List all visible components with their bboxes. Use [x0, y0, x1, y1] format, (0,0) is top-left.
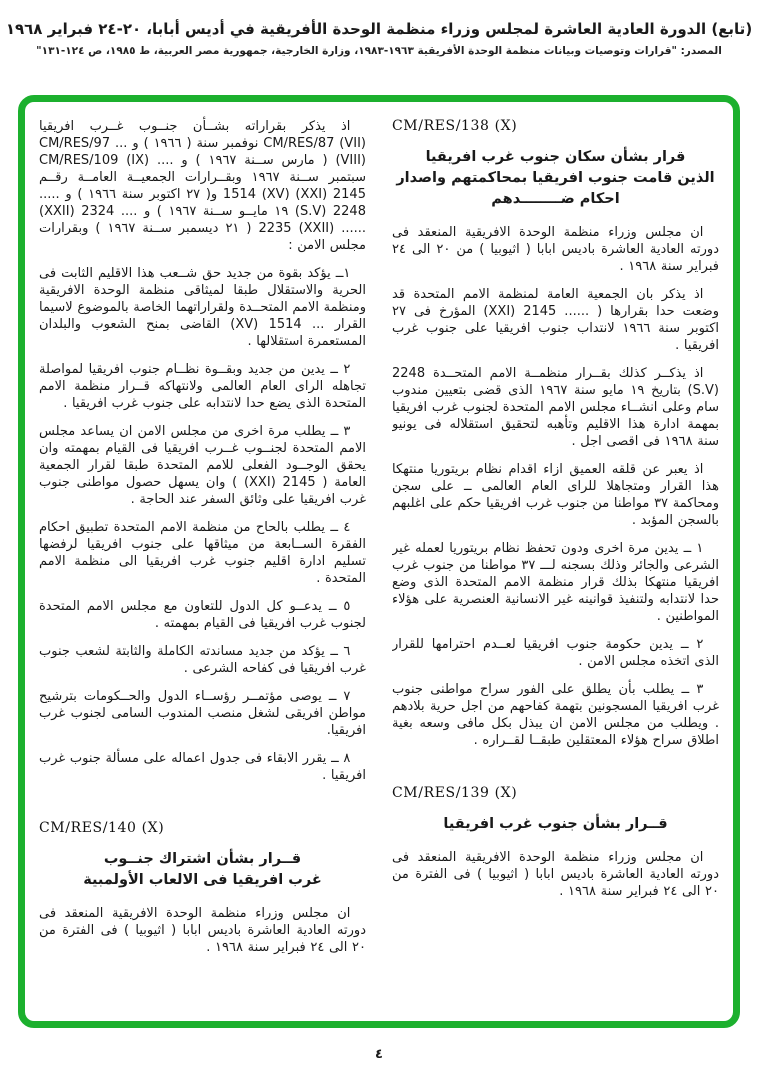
resolution-140-paragraph-1: ان مجلس وزراء منظمة الوحدة الافريقية المنعقد فى دورته العادية العاشرة باديس ابابا ( اثيوبيا ) فى الفترة من ٢٠ الى ٢٤ فبراير سنة ١٩٦٨ . — [39, 906, 366, 955]
resolution-138-title-line-2: الذين قامت جنوب افريقيا بمحاكمتهم واصدار — [396, 170, 715, 186]
resolution-139-item-8: ٨ ــ يقرر الابقاء فى جدول اعماله على مسألة جنوب غرب افريقيا . — [39, 751, 366, 783]
resolution-138-paragraph-4: اذ يعبر عن قلقه العميق ازاء اقدام نظام بريتوريا منتهكا هذا القرار ومتجاهلا للراى العام العالمى ــ على سجن ومحاكمة ٣٧ مواطنا من جنوب غرب افريقيا حكم على اغلبهم بالسجن المؤبد . — [392, 462, 719, 528]
resolution-139-item-5: ٥ ــ يدعــو كل الدول للتعاون مع مجلس الامم المتحدة لجنوب غرب افريقيا فى القيام بمهمته . — [39, 599, 366, 631]
column-right — [392, 110, 719, 1011]
resolution-138-title-line-3: احكام ضــــــــدهم — [491, 191, 620, 207]
resolution-138-paragraph-2: اذ يذكر بان الجمعية العامة لمنظمة الامم المتحدة قد وضعت حدا بقرارها ( ...... 2145 (XXI) المؤرخ فى ٢٧ اكتوبر سنة ١٩٦٦ لانتداب جنوب افريقيا على جنوب غرب افريقيا . — [392, 287, 719, 353]
resolution-138-item-2: ٢ ــ يدين حكومة جنوب افريقيا لعــدم احترامها للقرار الذى اتخذه مجلس الامن . — [392, 637, 719, 669]
resolution-140-code: CM/RES/140 (X) — [39, 820, 165, 836]
document-frame — [18, 95, 740, 1028]
resolution-139-item-6: ٦ ــ يؤكد من جديد مساندته الكاملة والثابتة لشعب جنوب غرب افريقيا فى كفاحه الشرعى . — [39, 644, 366, 676]
resolution-139-item-2: ٢ ــ يدين من جديد وبقــوة نظــام جنوب افريقيا لمواصلة تجاهله الراى العام العالمى ولانتهاكه قــرار منظمة الامم المتحدة الذى يضع حدا لانتدابه على جنوب غرب افريقيا . — [39, 362, 366, 411]
resolution-139-title — [392, 814, 719, 835]
resolution-139-item-3: ٣ ــ يطلب مرة اخرى من مجلس الامن ان يساعد مجلس الامم المتحدة لجنــوب غــرب افريقيا فى القيام بمهمته وان يحقق الوجــود الفعلى للامم المتحدة طبقا لقرار الجمعية العامة ( 2145 (XXI) ) وان يسهل حصول مواطنى جنوب غرب افريقيا على وثائق السفر عند الحاجة . — [39, 424, 366, 507]
source-citation: المصدر: "قرارات وتوصيات وبيانات منظمة الوحدة الأفريقية ١٩٦٣-١٩٨٣، وزارة الخارجية، جمهورية مصر العربية، ط ١٩٨٥، ص ١٢٤-١٣١" — [36, 45, 722, 57]
session-title: (تابع) الدورة العادية العاشرة لمجلس وزراء منظمة الوحدة الأفريقية في أديس أبابا، ٢٠-٢٤ فبراير ١٩٦٨ — [5, 20, 753, 38]
resolution-140-title — [39, 849, 366, 891]
column-left — [39, 110, 366, 1011]
resolution-140-title-line-1: قــرار بشأن اشتراك جنــوب — [103, 851, 302, 867]
resolution-138-title — [392, 147, 719, 210]
two-column-layout — [39, 110, 719, 1011]
page-header — [0, 20, 758, 57]
resolution-138-item-1: ١ ــ يدين مرة اخرى ودون تحفظ نظام بريتوريا لعمله غير الشرعى والجائر وذلك بسجنه لـــ ٣٧ مواطنا من جنوب غرب افريقيا منتهكا بذلك قرار منظمة الامم المتحدة الذى وضع حدا لانتدابه ولتنفيذ قوانينه غير الانسانية العنصرية على هؤلاء المواطنين . — [392, 541, 719, 624]
page-number: ٤ — [375, 1047, 383, 1062]
resolution-139-title-line-1: قــرار بشأن جنوب غرب افريقيا — [443, 816, 668, 832]
resolution-139-paragraph-1: ان مجلس وزراء منظمة الوحدة الافريقية المنعقد فى دورته العادية العاشرة باديس ابابا ( اثيوبيا ) فى الفترة من ٢٠ الى ٢٤ فبراير سنة ١٩٦٨ . — [392, 850, 719, 899]
resolution-139-code: CM/RES/139 (X) — [392, 785, 518, 801]
resolution-140-title-line-2: غرب افريقيا فى الالعاب الأولمبية — [83, 872, 322, 888]
resolution-138-paragraph-3: اذ يذكــر كذلك بقــرار منظمــة الامم المتحــدة 2248 (S.V) بتاريخ ١٩ مايو سنة ١٩٦٧ الذى قضى بتعيين مندوب سام وعلى انشــاء مجلس الامم المتحدة لجنوب غرب افريقيا بمهمة ادارة هذا الاقليم وتأهبه لتحقيق استقلاله فى يونيو سنة ١٩٦٨ فى اقصى اجل . — [392, 366, 719, 449]
resolution-139-item-1: ١ــ يؤكد بقوة من جديد حق شــعب هذا الاقليم الثابت فى الحرية والاستقلال طبقا لميثاقى منظمة الوحدة الافريقية ومنظمة الامم المتحــدة ولقراراتهما الخاصة بالموضوع لاسيما القرار ... 1514 (XV) القاضى بمنح الشعوب والبلدان المستعمرة استقلالها . — [39, 266, 366, 349]
resolution-139-item-7: ٧ ــ يوصى مؤتمــر رؤســاء الدول والحــكومات بترشيح مواطن افريقى لشغل منصب المندوب السامى لجنوب غرب افريقيا. — [39, 689, 366, 738]
resolution-138-title-line-1: قرار بشأن سكان جنوب غرب افريقيا — [425, 149, 686, 165]
resolution-138-item-3: ٣ ــ يطلب بأن يطلق على الفور سراح مواطنى جنوب غرب افريقيا المسجونين بتهمة كفاحهم من اجل حرية بلادهم . ويطلب من مجلس الامن ان يبذل بكل مافى وسعه بغية اطلاق سراح هؤلاء المعتقلين طبقــا لقــراره . — [392, 682, 719, 748]
resolution-139-item-4: ٤ ــ يطلب بالحاح من منظمة الامم المتحدة تطبيق احكام الفقرة الســابعة من ميثاقها على جنوب افريقيا لرفضها تسليم ادارة اقليم جنوب غرب افريقيا الى منظمة الامم المتحدة . — [39, 520, 366, 586]
resolution-138-code: CM/RES/138 (X) — [392, 118, 518, 134]
resolution-138-paragraph-1: ان مجلس وزراء منظمة الوحدة الافريقية المنعقد فى دورته العادية العاشرة باديس ابابا ( اثيوبيا ) من ٢٠ الى ٢٤ فبراير سنة ١٩٦٨ . — [392, 225, 719, 274]
resolution-139-continuation-recitals: اذ يذكر بقراراته بشــأن جنــوب غــرب افريقيا CM/RES/87 (VII) نوفمبر سنة ( ١٩٦٦ ) و ... CM/RES/97 (VIII) ( مارس ســنة ١٩٦٧ ) و .... CM/RES/109 (IX) سبتمبر ســنة ١٩٦٧ وبقــرارات الجمعيــة العامــة رقــم 2145 (XXI) 1514 (XV) و( ٢٧ اكتوبر سنة ١٩٦٦ ) و ..... 2248 (S.V) ١٩ مايــو ســنة ١٩٦٧ ) و .... 2324 (XXII) ...... 2235 (XXII) ( ٢١ ديسمبر ســنة ١٩٦٧ ) وبقرارات مجلس الامن : — [39, 119, 366, 253]
